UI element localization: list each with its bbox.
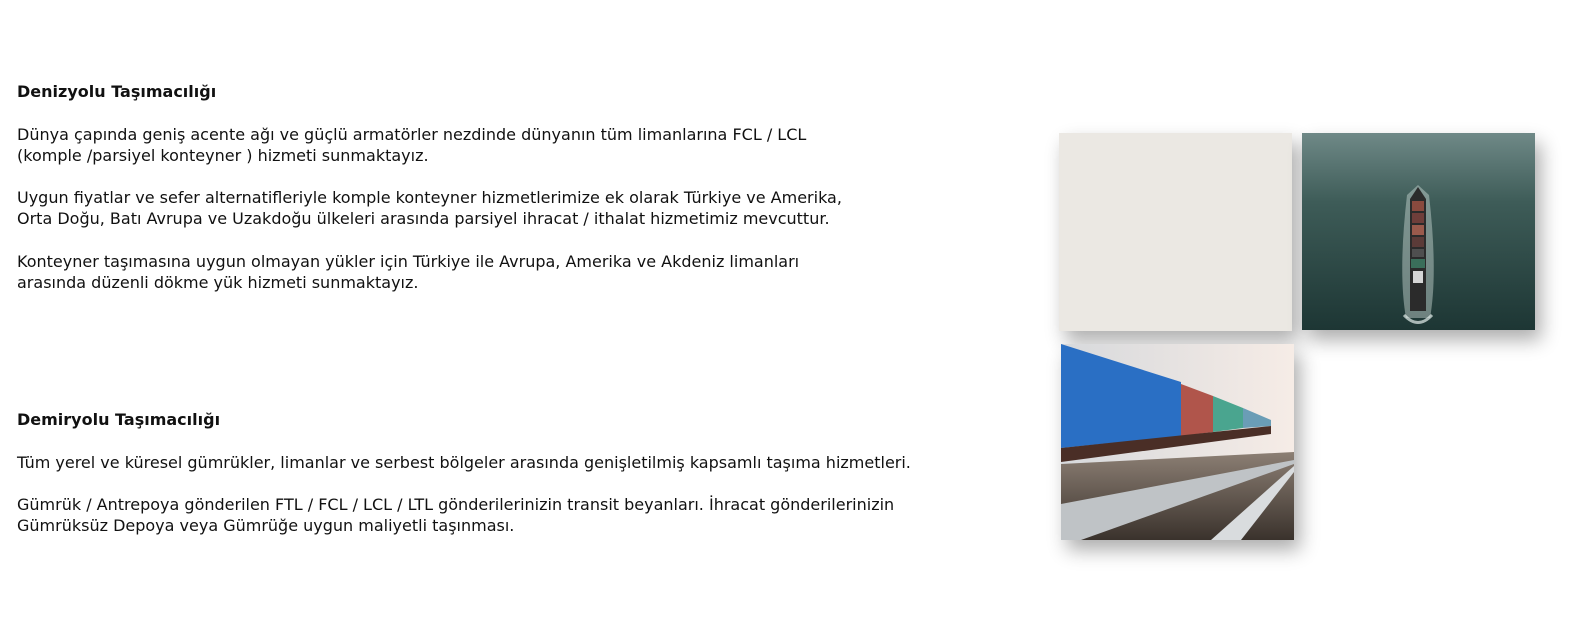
sea-transport-heading: Denizyolu Taşımacılığı	[17, 82, 217, 101]
image-placeholder	[1059, 133, 1292, 331]
rail-transport-heading: Demiryolu Taşımacılığı	[17, 410, 221, 429]
cargo-ship-image	[1302, 133, 1535, 330]
sea-transport-paragraph-3: Konteyner taşımasına uygun olmayan yükler için Türkiye ile Avrupa, Amerika ve Akdeniz limanları arasında düzenli dökme yük hizmeti sunmaktayız.	[17, 252, 800, 292]
sea-transport-paragraph-2: Uygun fiyatlar ve sefer alternatifleriyle komple konteyner hizmetlerimize ek olarak Türkiye ve Amerika, Orta Doğu, Batı Avrupa ve Uzakdoğu ülkeleri arasında parsiyel ihracat / ithalat hizmetimiz mevcuttur.	[17, 188, 842, 228]
freight-train-image	[1061, 344, 1294, 540]
rail-transport-paragraph-2: Gümrük / Antrepoya gönderilen FTL / FCL / LCL / LTL gönderilerinizin transit beyanları. İhracat gönderilerinizin Gümrüksüz Depoya veya Gümrüğe uygun maliyetli taşınması.	[17, 495, 895, 535]
sea-transport-paragraph-1: Dünya çapında geniş acente ağı ve güçlü armatörler nezdinde dünyanın tüm limanlarına FCL / LCL (komple /parsiyel konteyner ) hizmeti sunmaktayız.	[17, 125, 807, 165]
rail-transport-paragraph-1: Tüm yerel ve küresel gümrükler, limanlar ve serbest bölgeler arasında genişletilmiş kapsamlı taşıma hizmetleri.	[17, 453, 911, 472]
